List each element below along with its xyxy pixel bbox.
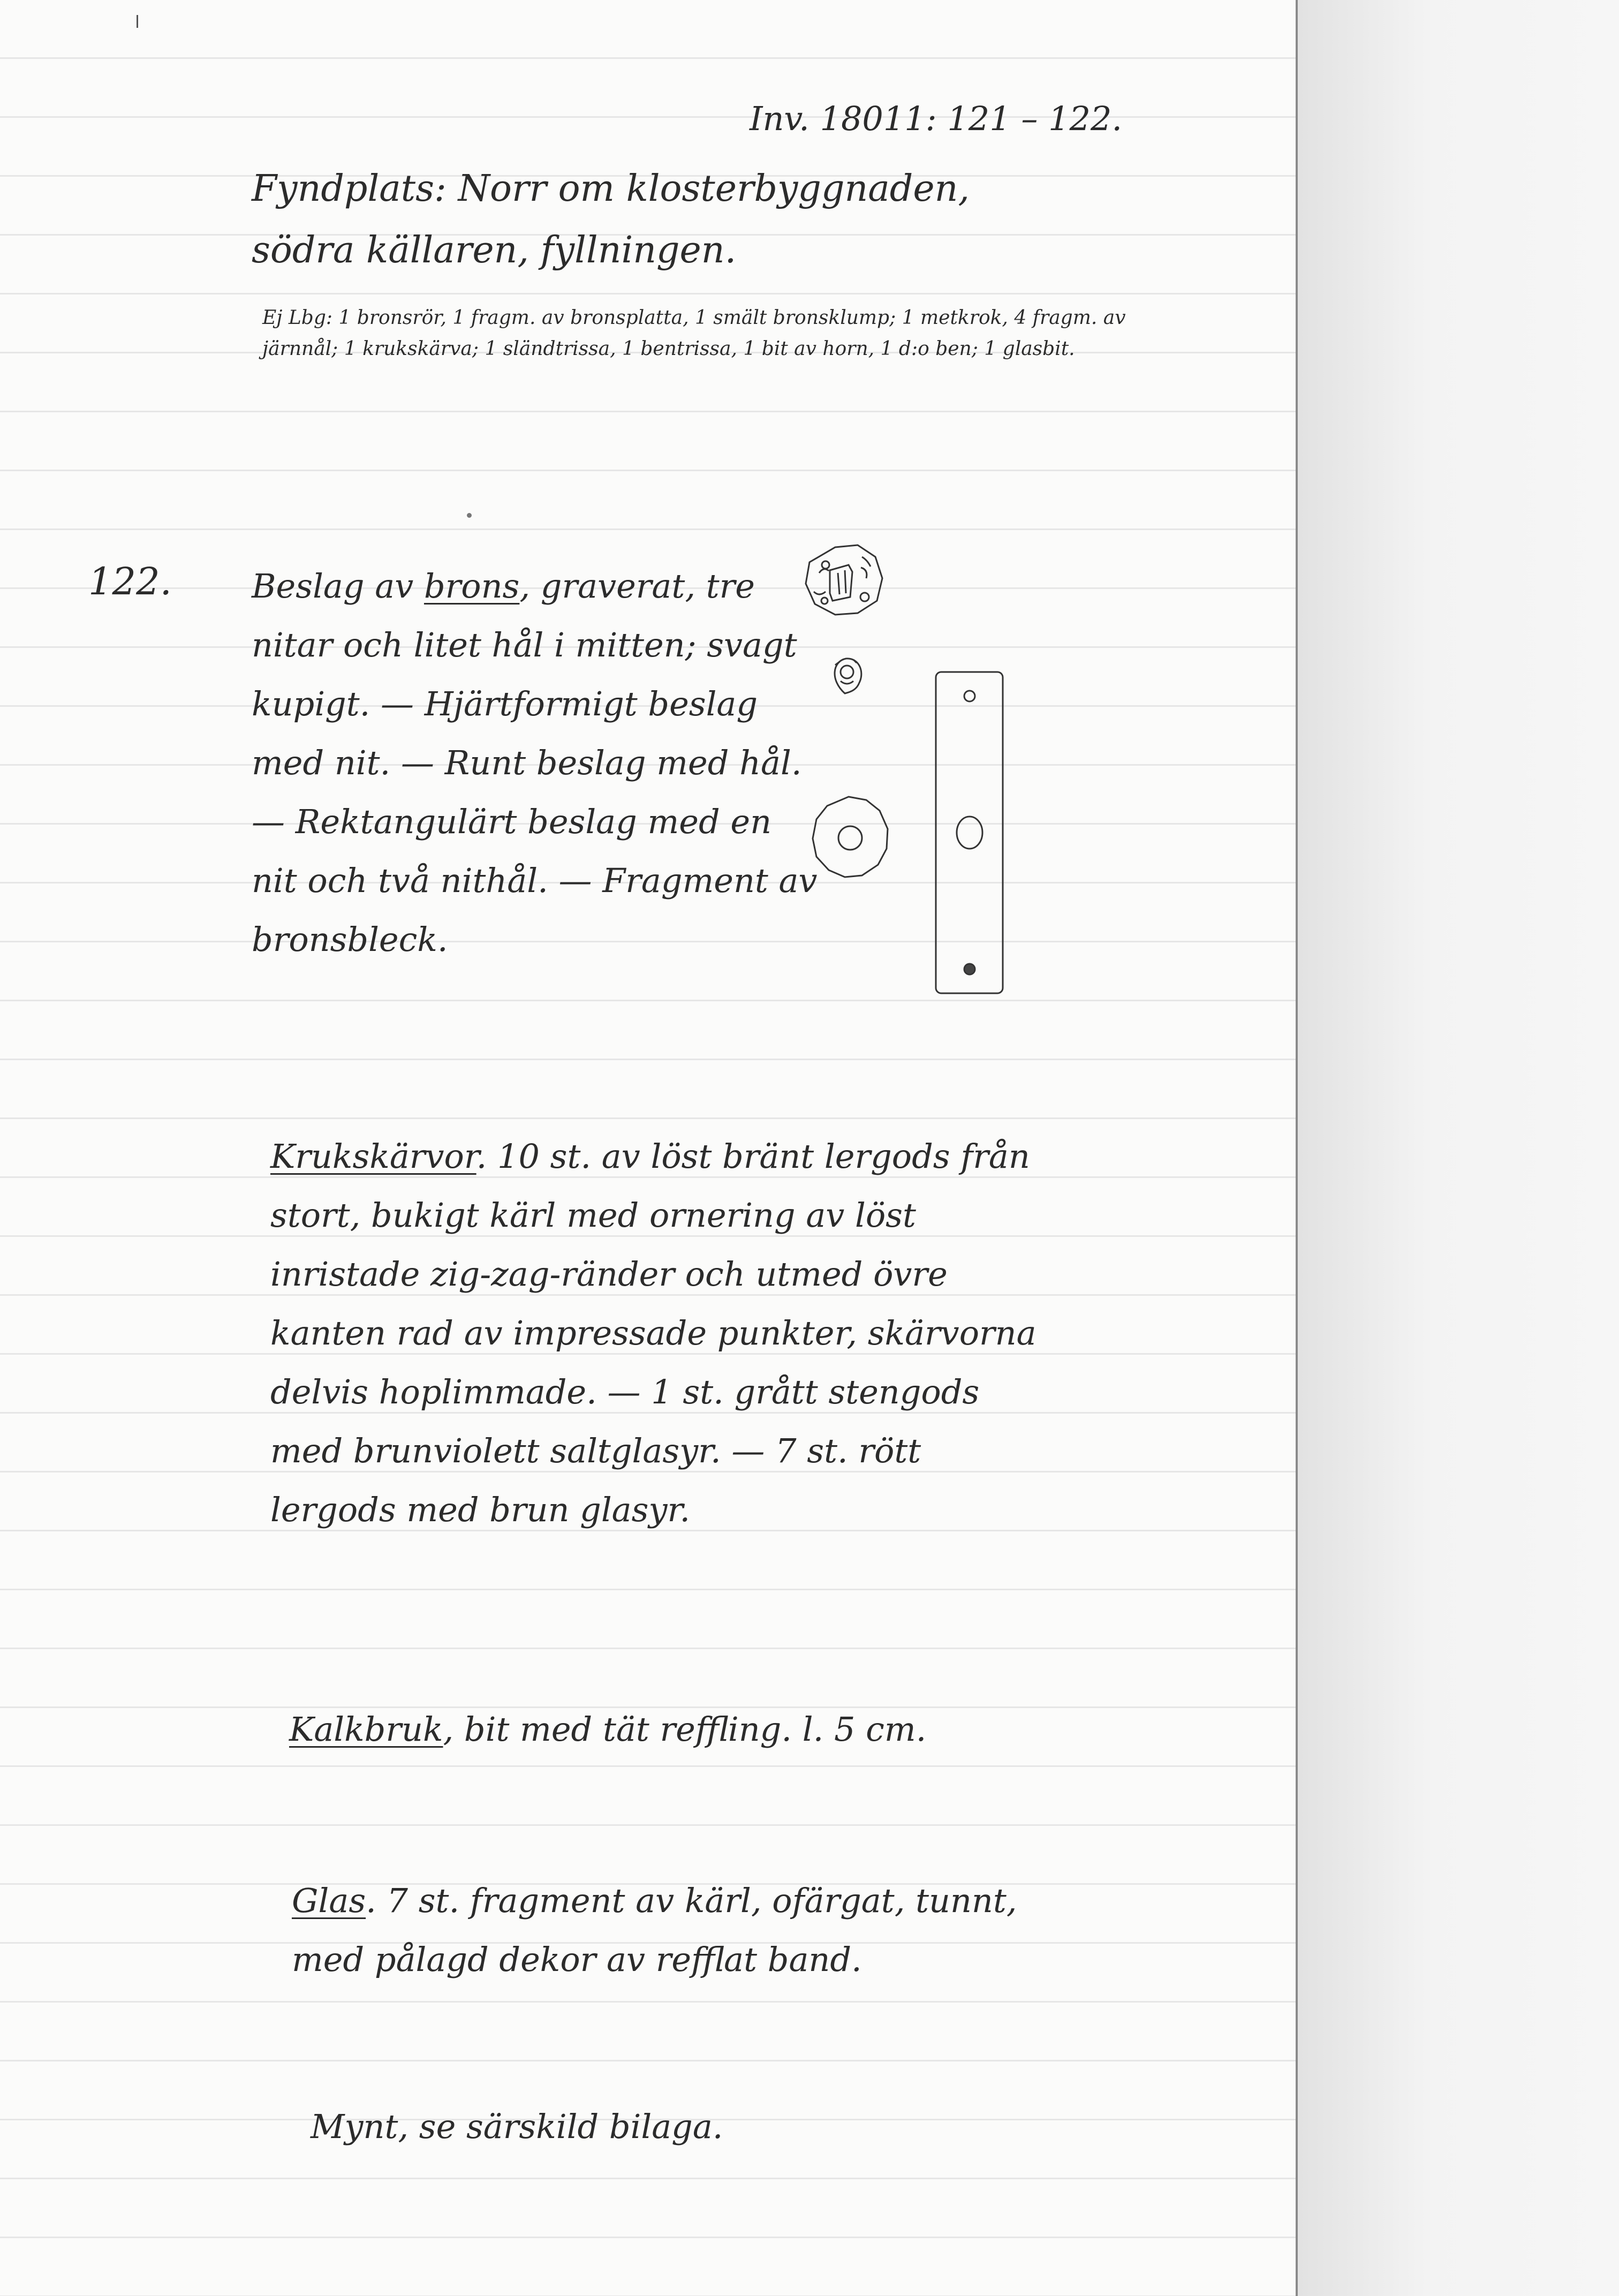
ink-dot bbox=[467, 513, 472, 518]
pen-mark bbox=[137, 15, 138, 28]
glass-text: . 7 st. fragment av kärl, ofärgat, tunnt, med pålagd dekor av refflat band. bbox=[292, 1881, 1028, 1979]
bronze-text: , graverat, tre nitar och litet hål i mitten; svagt kupigt. — Hjärtformigt beslag med nit. — Runt beslag med hål. — Rektangulärt beslag med en nit och två nithål. — Fragment av bronsbleck. bbox=[252, 567, 828, 959]
entry-number: 122. bbox=[88, 560, 172, 603]
bronze-material: brons bbox=[423, 567, 520, 606]
round-mount-with-hole-icon bbox=[813, 797, 888, 877]
lime-text: , bit med tät reffling. l. 5 cm. bbox=[443, 1710, 927, 1749]
page-edge bbox=[1298, 0, 1619, 2296]
pottery-paragraph bbox=[270, 1127, 1047, 1539]
excluded-items-note: Ej Lbg: 1 bronsrör, 1 fragm. av bronsplatta, 1 smält bronsklump; 1 metkrok, 4 fragm. av järnnål; 1 krukskärva; 1 sländtrissa, 1 bentrissa, 1 bit av horn, 1 d:o ben; 1 glasbit. bbox=[262, 307, 1132, 360]
findplace-note bbox=[252, 158, 1081, 281]
mount-sketches bbox=[798, 541, 1028, 1001]
bronze-paragraph bbox=[252, 557, 828, 969]
pottery-heading: Krukskärvor bbox=[270, 1137, 476, 1176]
bronze-lead: Beslag av bbox=[252, 567, 424, 606]
lime-paragraph bbox=[289, 1700, 1039, 1759]
inventory-number: Inv. 18011: 121 – 122. bbox=[750, 99, 1123, 138]
lime-heading: Kalkbruk bbox=[289, 1710, 443, 1749]
findplace-label: Fyndplats: bbox=[252, 168, 447, 210]
glass-paragraph bbox=[292, 1871, 1041, 1989]
coin-note: Mynt, se särskild bilaga. bbox=[311, 2107, 723, 2146]
findplace-text: Norr om klosterbyggnaden, södra källaren, fyllningen. bbox=[252, 168, 981, 271]
glass-heading: Glas bbox=[292, 1881, 366, 1920]
heart-shaped-mount-icon bbox=[835, 659, 861, 693]
pottery-text: . 10 st. av löst bränt lergods från stort, bukigt kärl med ornering av löst inristade zig-zag-ränder och utmed övre kanten rad av impressade punkter, skärvorna delvis hoplimmade. — 1 st. grått stengods med brunviolett saltglasyr. — 7 st. rött lergods med brun glasyr. bbox=[270, 1137, 1047, 1529]
engraved-round-mount-icon bbox=[806, 545, 882, 615]
rectangular-mount-icon bbox=[936, 672, 1003, 993]
